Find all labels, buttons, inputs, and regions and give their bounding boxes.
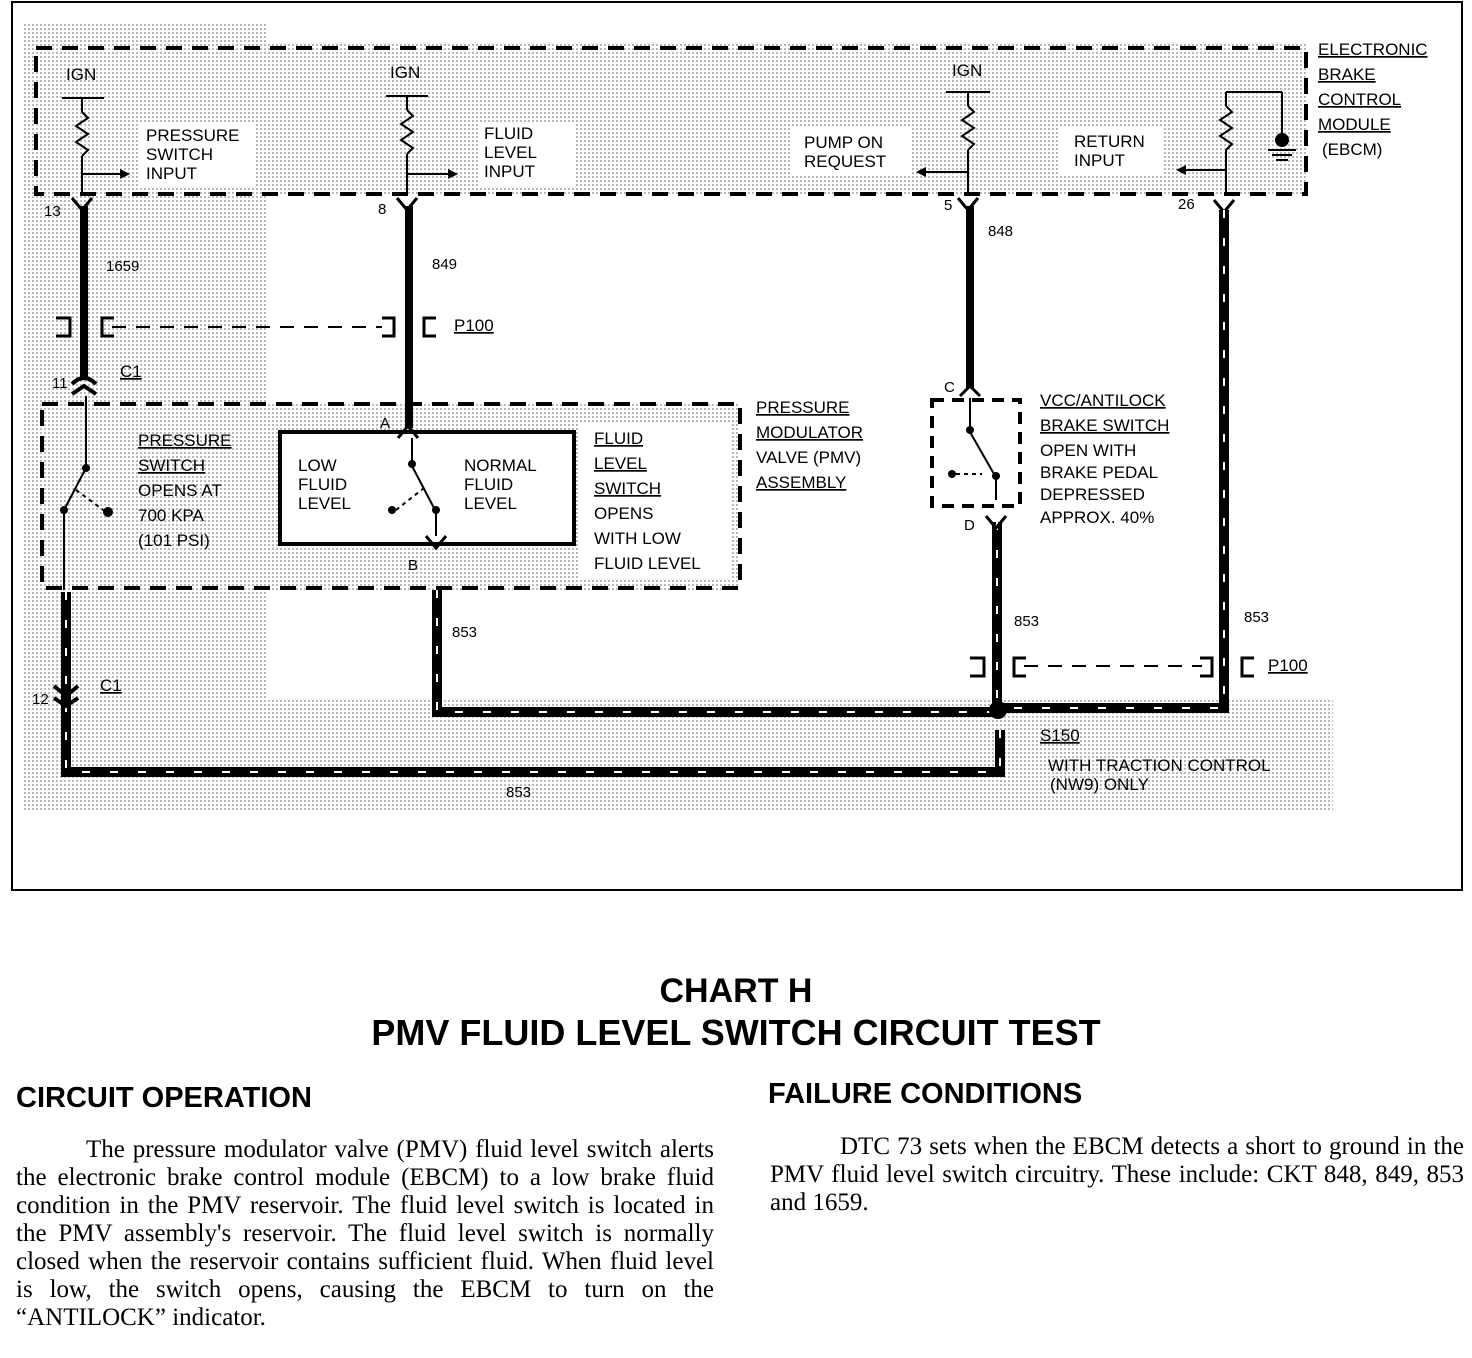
pmv-label-3: VALVE (PMV): [756, 448, 862, 467]
fluid-level-switch-desc-3: FLUID LEVEL: [594, 554, 701, 573]
chart-title: CHART H: [659, 972, 813, 1010]
normal-fluid-level-1: NORMAL: [464, 456, 537, 475]
normal-fluid-level-2: FLUID: [464, 475, 514, 494]
failure-conditions-heading: FAILURE CONDITIONS: [768, 1078, 1083, 1110]
pressure-switch-input-1: PRESSURE: [146, 126, 240, 145]
brake-switch-desc-1: OPEN WITH: [1040, 441, 1137, 460]
chart-subtitle: PMV FLUID LEVEL SWITCH CIRCUIT TEST: [371, 1012, 1101, 1053]
terminal-d: D: [964, 517, 975, 534]
circuit-operation-heading: CIRCUIT OPERATION: [16, 1082, 312, 1114]
pmv-label-1: PRESSURE: [756, 398, 850, 417]
pin-11-label: 11: [52, 375, 68, 392]
normal-fluid-level-3: LEVEL: [464, 494, 517, 513]
return-input-1: RETURN: [1074, 132, 1145, 151]
p100-label-top: P100: [454, 316, 494, 335]
traction-note-1: WITH TRACTION CONTROL: [1048, 756, 1271, 775]
fluid-level-switch-name-2: LEVEL: [594, 454, 647, 473]
wire-853-brake-label: 853: [1014, 613, 1040, 630]
terminal-c: C: [944, 379, 955, 396]
ebcm-name-4: MODULE: [1318, 115, 1391, 134]
terminal-b: B: [408, 557, 419, 574]
pressure-switch-input-3: INPUT: [146, 164, 197, 183]
low-fluid-level-3: LEVEL: [298, 494, 351, 513]
wire-1659-label: 1659: [106, 258, 140, 275]
splice-s150: [989, 701, 1007, 719]
pressure-switch-desc-2: 700 KPA: [138, 506, 204, 525]
ebcm-name-2: BRAKE: [1318, 65, 1376, 84]
brake-switch-name-2: BRAKE SWITCH: [1040, 416, 1170, 435]
pin-8-label: 8: [378, 201, 387, 218]
circuit-operation-text: The pressure modulator valve (PMV) fluid level switch alerts the electronic brake control module (EBCM) to a low brake fluid condition in the PMV reservoir. The fluid level switch is located in the PMV assembly's reservoir. The fluid level switch is normally closed when the reservoir contains sufficient fluid. When fluid level is low, the switch opens, causing the EBCM to turn on the “ANTILOCK” indicator.: [16, 1136, 714, 1331]
fluid-level-switch-name-3: SWITCH: [594, 479, 662, 498]
wire-848-label: 848: [988, 223, 1014, 240]
fluid-level-input-1: FLUID: [484, 124, 534, 143]
wire-849-label: 849: [432, 256, 458, 273]
c1-label-top: C1: [120, 362, 142, 381]
p100-label-bottom: P100: [1268, 656, 1308, 675]
ebcm-abbrev: (EBCM): [1322, 140, 1383, 159]
wire-853-pmv-label: 853: [452, 624, 478, 641]
pressure-switch-name-2: SWITCH: [138, 456, 206, 475]
c1-label-bottom: C1: [100, 676, 122, 695]
pin-13-label: 13: [44, 203, 61, 220]
pin-5-label: 5: [944, 197, 953, 214]
pmv-label-4: ASSEMBLY: [756, 473, 847, 492]
terminal-a: A: [380, 415, 391, 432]
traction-note-2: (NW9) ONLY: [1050, 775, 1149, 794]
pressure-switch-desc-3: (101 PSI): [138, 531, 210, 550]
fluid-level-switch-desc-2: WITH LOW: [594, 529, 681, 548]
return-input-2: INPUT: [1074, 151, 1125, 170]
pump-on-request-2: REQUEST: [804, 152, 887, 171]
pressure-switch-input-2: SWITCH: [146, 145, 214, 164]
pressure-switch-desc-1: OPENS AT: [138, 481, 222, 500]
ign-label-3: IGN: [952, 61, 983, 80]
failure-conditions-text: DTC 73 sets when the EBCM detects a short to ground in the PMV fluid level switch circuitry. These include: CKT 848, 849, 853 and 1659.: [770, 1133, 1464, 1216]
fluid-level-input-2: LEVEL: [484, 143, 537, 162]
wire-853-return-label: 853: [1244, 609, 1270, 626]
fluid-level-switch-name-1: FLUID: [594, 429, 644, 448]
ebcm-name-1: ELECTRONIC: [1318, 40, 1428, 59]
pmv-label-2: MODULATOR: [756, 423, 864, 442]
low-fluid-level-1: LOW: [298, 456, 337, 475]
brake-switch-desc-4: APPROX. 40%: [1040, 508, 1155, 527]
fluid-level-input-3: INPUT: [484, 162, 535, 181]
pin-26-label: 26: [1178, 196, 1195, 213]
brake-switch-name-1: VCC/ANTILOCK: [1040, 391, 1166, 410]
ign-label-2: IGN: [390, 63, 421, 82]
pin-12-label: 12: [32, 691, 49, 708]
wire-853-bottom-label: 853: [506, 784, 532, 801]
pressure-switch-name-1: PRESSURE: [138, 431, 232, 450]
pump-on-request-1: PUMP ON: [804, 133, 884, 152]
brake-switch-desc-3: DEPRESSED: [1040, 485, 1145, 504]
ign-label-1: IGN: [66, 65, 97, 84]
low-fluid-level-2: FLUID: [298, 475, 348, 494]
fluid-level-switch-desc-1: OPENS: [594, 504, 654, 523]
brake-switch-desc-2: BRAKE PEDAL: [1040, 463, 1159, 482]
s150-label: S150: [1040, 726, 1080, 745]
ebcm-name-3: CONTROL: [1318, 90, 1402, 109]
